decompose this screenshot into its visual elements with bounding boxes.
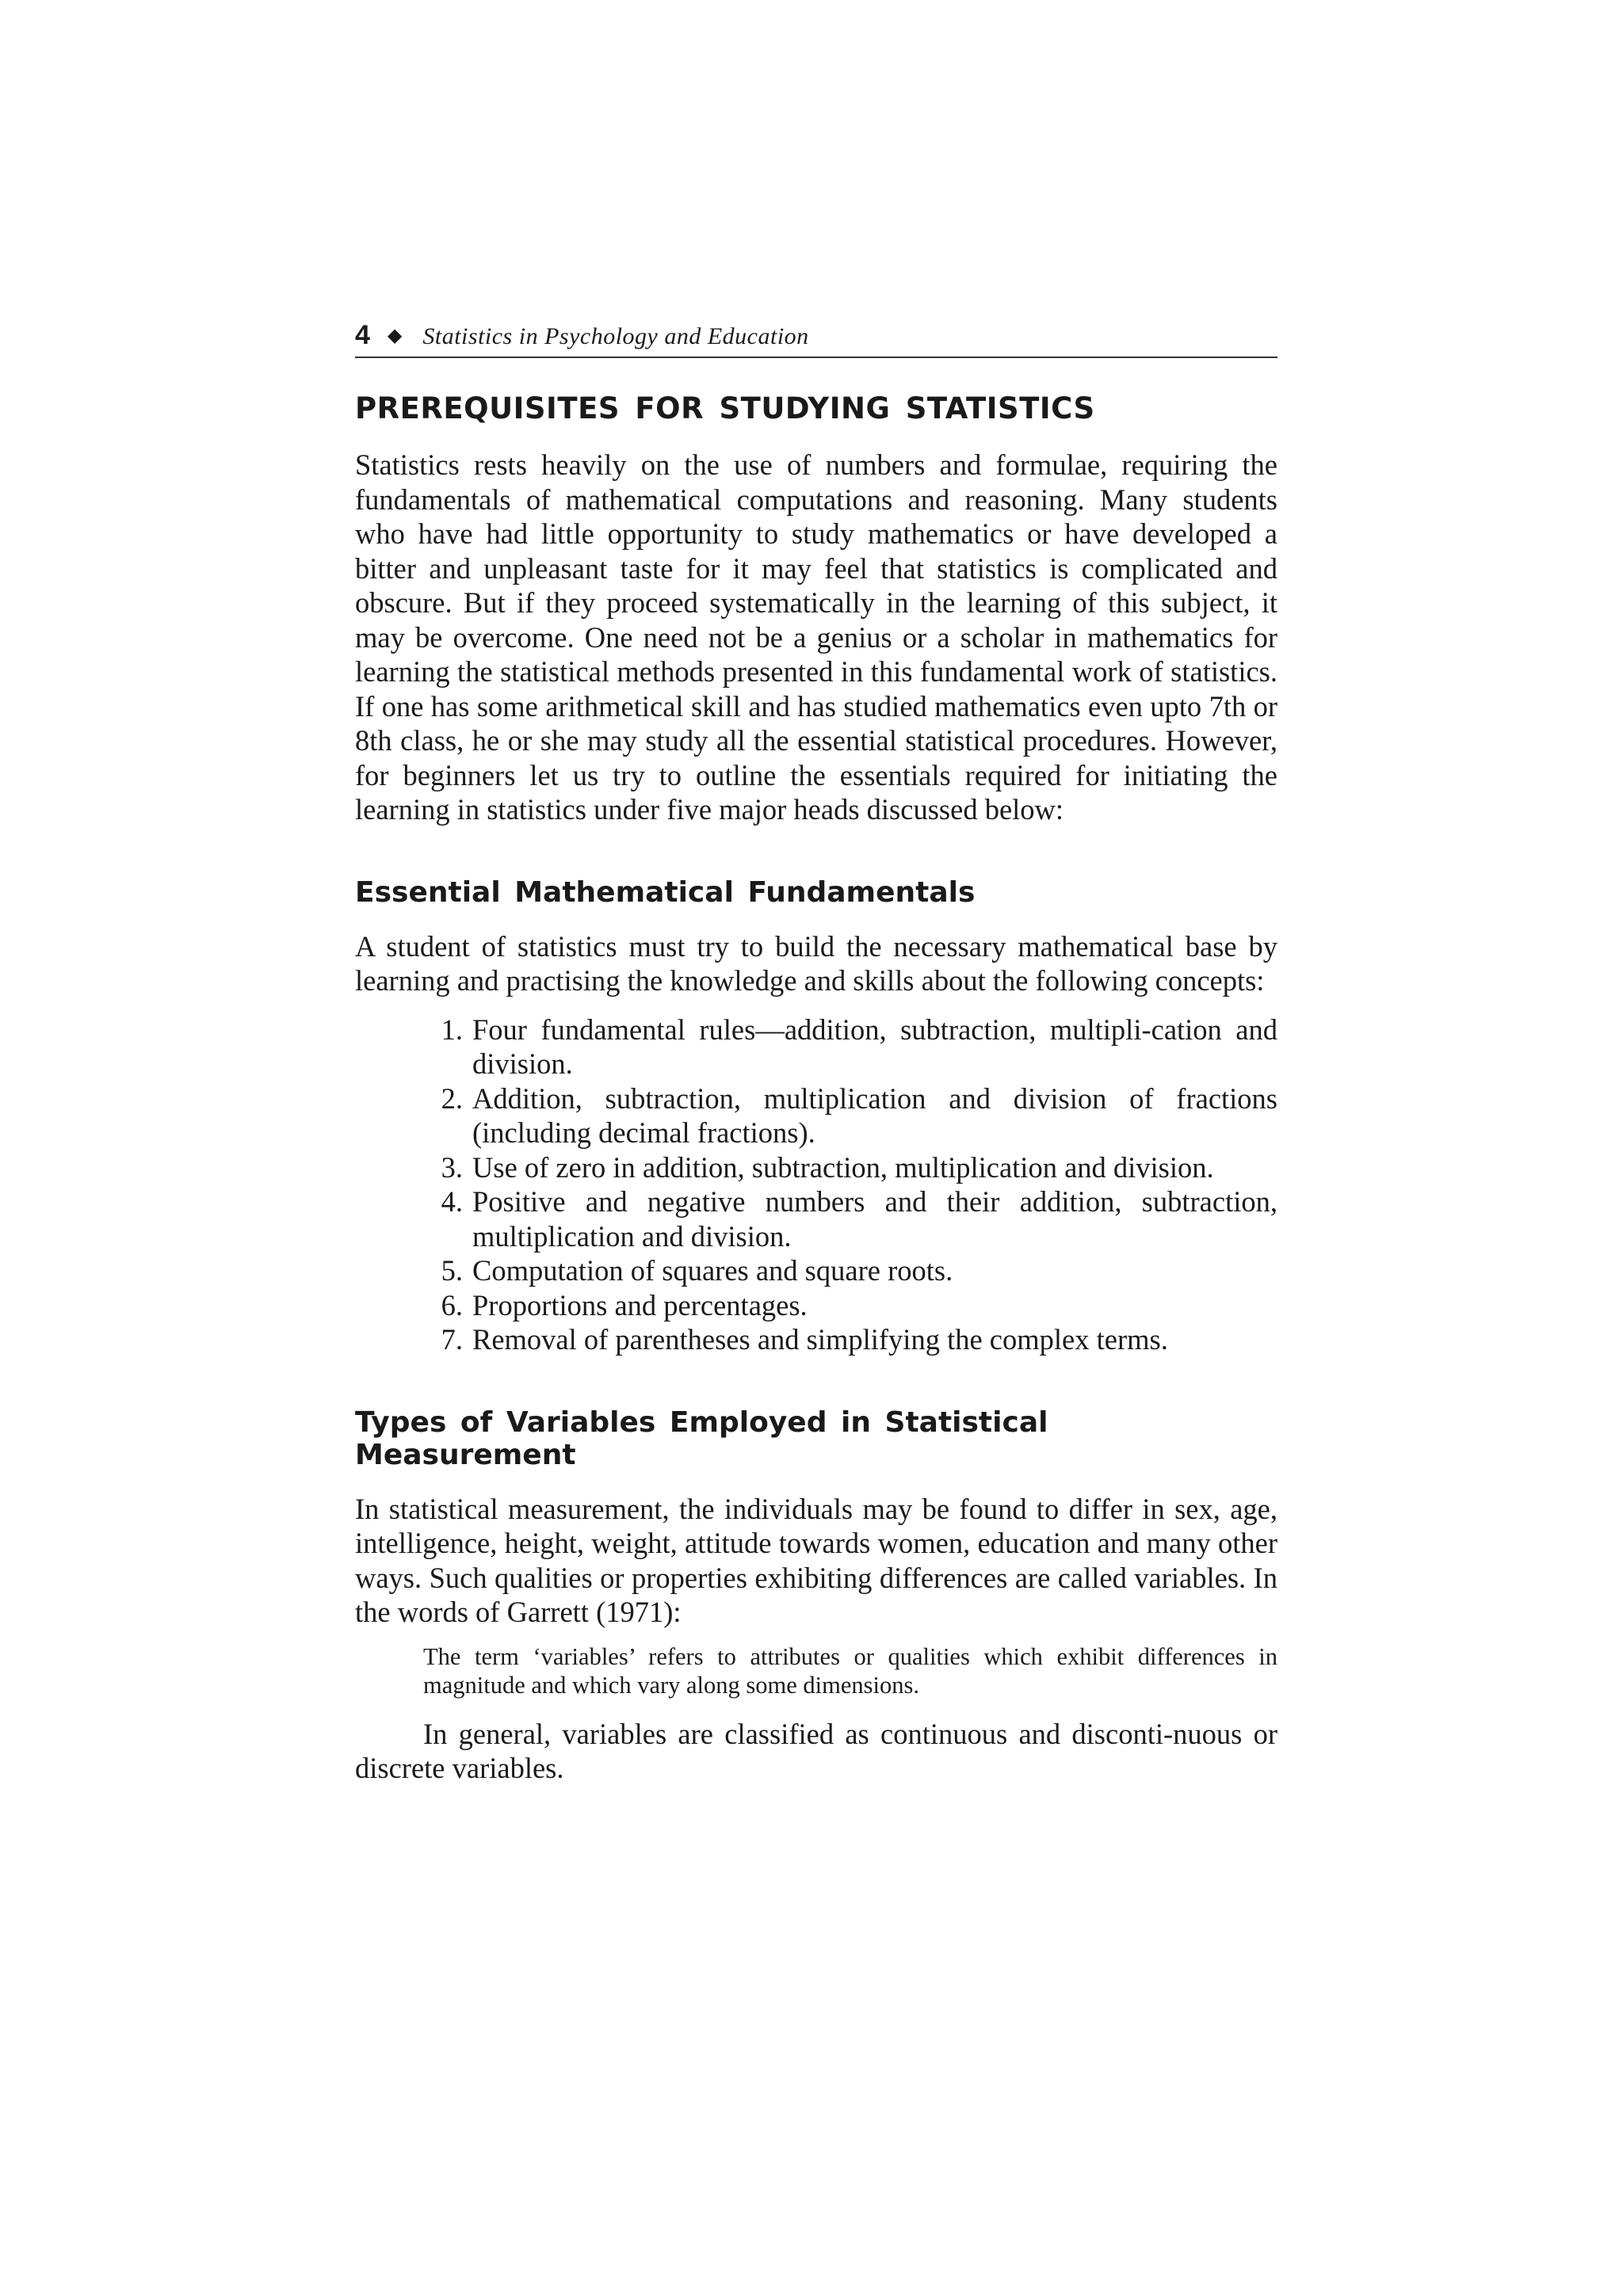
- fundamentals-heading: Essential Mathematical Fundamentals: [355, 875, 976, 909]
- list-item-text: Addition, subtraction, multiplication and division of fractions (including decimal fractions).: [472, 1081, 1277, 1149]
- book-page: [355, 320, 1277, 1786]
- running-head: [355, 320, 1277, 358]
- list-item: [355, 1150, 1277, 1185]
- list-item-text: Proportions and percentages.: [472, 1288, 808, 1322]
- list-item: [355, 1013, 1277, 1081]
- list-item-number: 6.: [441, 1288, 463, 1322]
- list-item-number: 2.: [441, 1081, 463, 1115]
- list-item-text: Computation of squares and square roots.: [472, 1254, 953, 1287]
- running-title: Statistics in Psychology and Education: [422, 323, 809, 349]
- list-item-number: 5.: [441, 1254, 463, 1287]
- list-item-text: Four fundamental rules—addition, subtraction, multipli-cation and division.: [472, 1013, 1277, 1080]
- intro-paragraph: Statistics rests heavily on the use of numbers and formulae, requiring the fundamentals of mathematical computations and reasoning. Many students who have had little opportunity to study mathematics or have developed a bitter and unpleasant taste for it may feel that statistics is complicated and obscure. But if they proceed systematically in the learning of this subject, it may be overcome. One need not be a genius or a scholar in mathematics for learning the statistical methods presented in this fundamental work of statistics. If one has some arithmetical skill and has studied mathematics even upto 7th or 8th class, he or she may study all the essential statistical procedures. However, for beginners let us try to outline the essentials required for initiating the learning in statistics under five major heads discussed below:: [355, 448, 1277, 826]
- list-item-text: Removal of parentheses and simplifying the complex terms.: [472, 1323, 1168, 1356]
- list-item: [355, 1253, 1277, 1288]
- list-item-number: 7.: [441, 1323, 463, 1356]
- section-title: PREREQUISITES FOR STUDYING STATISTICS: [355, 391, 1095, 425]
- fundamentals-paragraph: A student of statistics must try to build the necessary mathematical base by learning and practising the knowledge and skills about the following concepts:: [355, 929, 1277, 997]
- list-item-number: 3.: [441, 1150, 463, 1184]
- list-item-number: 4.: [441, 1185, 463, 1218]
- list-item-number: 1.: [441, 1013, 463, 1046]
- list-item: [355, 1081, 1277, 1150]
- list-item: [355, 1184, 1277, 1253]
- variables-heading: Types of Variables Employed in Statistical Measurement: [355, 1405, 1048, 1471]
- diamond-separator-icon: ◆: [387, 324, 403, 346]
- garrett-quote: The term ‘variables’ refers to attributes or qualities which exhibit differences in magnitude and which vary along some dimensions.: [423, 1642, 1277, 1699]
- list-item-text: Use of zero in addition, subtraction, multiplication and division.: [472, 1150, 1214, 1184]
- list-item: [355, 1322, 1277, 1357]
- closing-paragraph: In general, variables are classified as continuous and disconti-nuous or discrete variables.: [355, 1717, 1277, 1784]
- page-number: 4: [355, 320, 370, 350]
- list-item-text: Positive and negative numbers and their addition, subtraction, multiplication and division.: [472, 1185, 1277, 1253]
- list-item: [355, 1288, 1277, 1323]
- variables-paragraph: In statistical measurement, the individuals may be found to differ in sex, age, intelligence, height, weight, attitude towards women, education and many other ways. Such qualities or properties exhibiting differences are called variables. In the words of Garrett (1971):: [355, 1492, 1277, 1628]
- concepts-list: [355, 1013, 1277, 1357]
